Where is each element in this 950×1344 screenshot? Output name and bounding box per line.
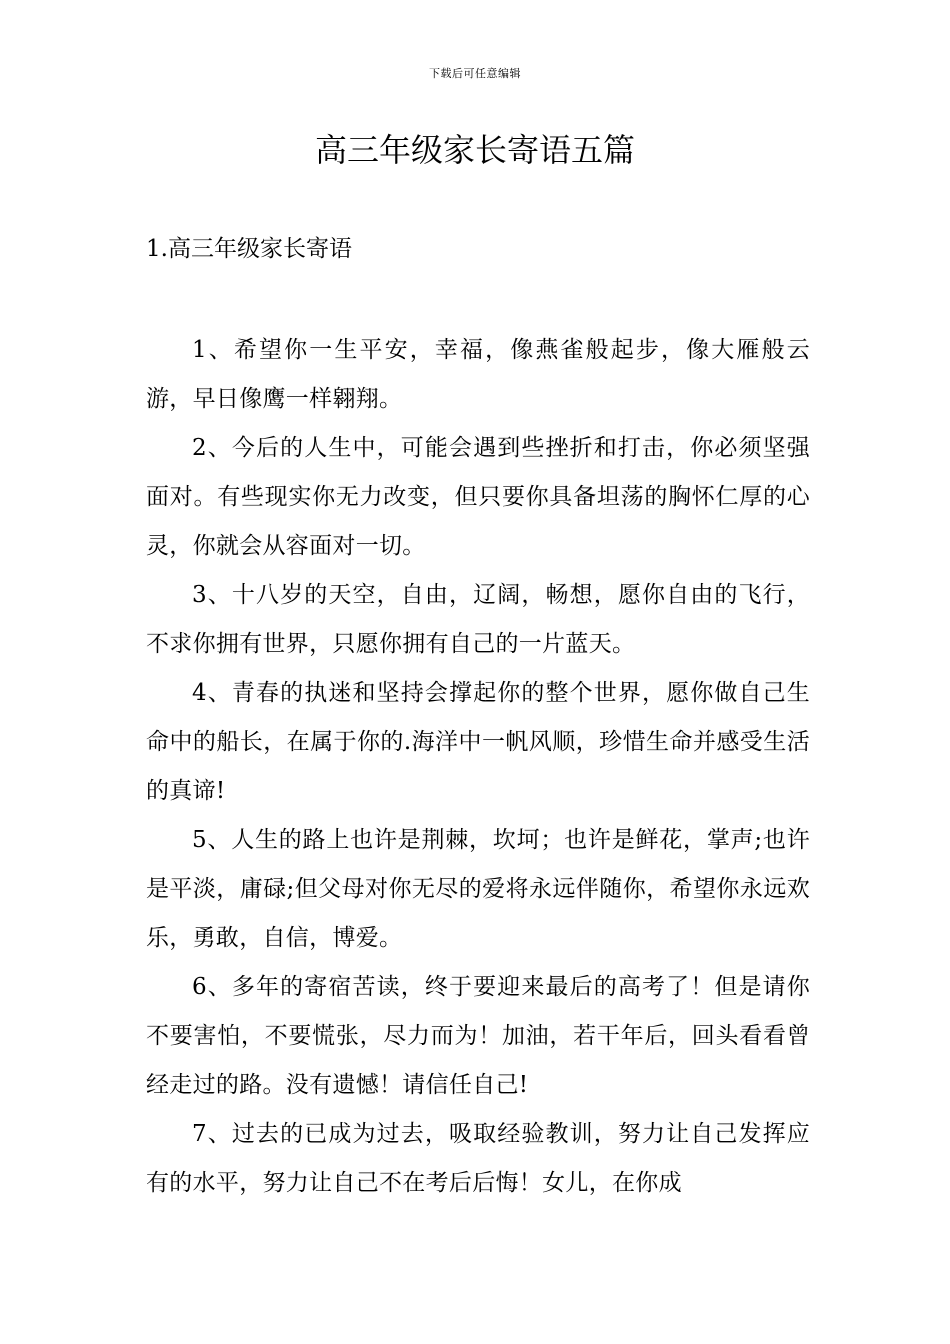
- paragraph-7: 7、过去的已成为过去，吸取经验教训，努力让自己发挥应有的水平，努力让自己不在考后后悔！女儿，在你成: [146, 1121, 810, 1196]
- paragraph-4: 4、青春的执迷和坚持会撑起你的整个世界，愿你做自己生命中的船长，在属于你的.海洋中一帆风顺，珍惜生命并感受生活的真谛!: [146, 680, 810, 804]
- paragraph-5: 5、人生的路上也许是荆棘，坎坷；也许是鲜花，掌声;也许是平淡，庸碌;但父母对你无尽的爱将永远伴随你，希望你永远欢乐，勇敢，自信，博爱。: [146, 827, 810, 951]
- paragraph-6: 6、多年的寄宿苦读，终于要迎来最后的高考了！但是请你不要害怕，不要慌张，尽力而为！加油，若干年后，回头看看曾经走过的路。没有遗憾！请信任自己!: [146, 974, 810, 1098]
- header-note: 下载后可任意编辑: [429, 67, 521, 80]
- document-title: 高三年级家长寄语五篇: [314, 131, 635, 169]
- paragraph-1: 1、希望你一生平安，幸福，像燕雀般起步，像大雁般云游，早日像鹰一样翱翔。: [146, 337, 810, 412]
- section-heading: 1.高三年级家长寄语: [146, 236, 352, 262]
- paragraph-2: 2、今后的人生中，可能会遇到些挫折和打击，你必须坚强面对。有些现实你无力改变，但只要你具备坦荡的胸怀仁厚的心灵，你就会从容面对一切。: [146, 435, 810, 559]
- body-text: [146, 326, 810, 1208]
- paragraph-3: 3、十八岁的天空，自由，辽阔，畅想，愿你自由的飞行，不求你拥有世界，只愿你拥有自己的一片蓝天。: [146, 582, 810, 657]
